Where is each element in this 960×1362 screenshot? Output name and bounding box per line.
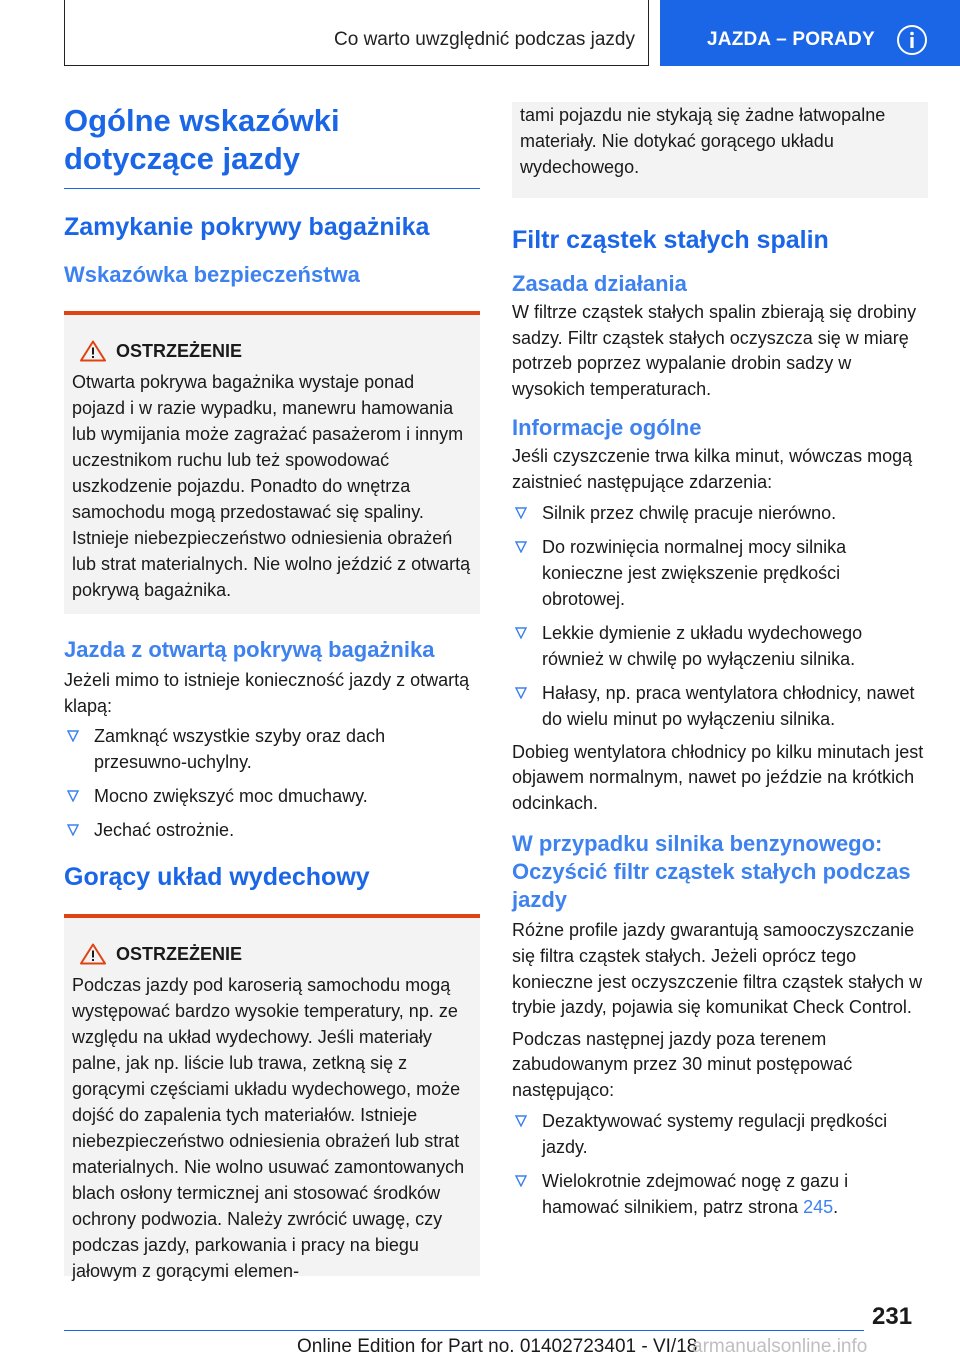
header-chapter-tab[interactable] (660, 0, 960, 66)
bullet-triangle-icon (515, 687, 527, 699)
list-item: Jechać ostrożnie. (64, 817, 480, 843)
warning-box-trunk (64, 311, 480, 614)
left-column (64, 102, 480, 1282)
trunk-heading: Zamykanie pokrywy bagażnika (64, 213, 430, 241)
list-item: Hałasy, np. praca wentylatora chłodnicy, nawet do wielu minut po wyłączeniu silnika. (512, 680, 928, 732)
list-item: Do rozwinięcia normalnej mocy silnika konieczne jest zwiększenie prędkości obrotowej. (512, 534, 928, 612)
list-item: Lekkie dymienie z układu wydechowego również w chwilę po wyłączeniu silnika. (512, 620, 928, 672)
general-heading: Informacje ogólne (512, 415, 702, 441)
warning-triangle-icon (80, 943, 106, 965)
info-icon[interactable] (896, 24, 928, 56)
general-after: Dobieg wentylatora chłodnicy po kilku minutach jest objawem normalnym, nawet po jeździe na krótkich odcinkach. (512, 741, 924, 813)
safety-heading: Wskazówka bezpieczeństwa (64, 262, 360, 287)
exhaust-heading: Gorący układ wydechowy (64, 863, 370, 892)
bullet-triangle-icon (67, 730, 79, 742)
list-item: Mocno zwiększyć moc dmuchawy. (64, 783, 480, 809)
petrol-heading: W przypadku silnika benzynowego: Oczyścić filtr cząstek stałych podczas jazdy (512, 831, 911, 913)
warning-box-exhaust-continued (512, 102, 928, 198)
warning-label: OSTRZEŻENIE (116, 340, 243, 361)
list-item: Wielokrotnie zdejmować nogę z gazu i hamować silnikiem, patrz strona 245. (512, 1168, 928, 1220)
warning-title (72, 339, 472, 363)
open-trunk-list (64, 723, 480, 843)
warning-box-exhaust (64, 914, 480, 1282)
principle-heading: Zasada działania (512, 271, 687, 296)
open-trunk-heading: Jazda z otwartą pokrywą bagażnika (64, 637, 435, 662)
bullet-triangle-icon (515, 507, 527, 519)
bullet-triangle-icon (67, 790, 79, 802)
filter-heading: Filtr cząstek stałych spalin (512, 226, 829, 254)
petrol-list (512, 1108, 928, 1220)
warning-text: Otwarta pokrywa bagażnika wystaje ponad pojazd i w razie wypadku, manewru hamowania lub wymijania może zagrażać pasażerom i innym uczestnikom ruchu lub też spowodować uszkodzenie pojazdu. Ponadto do wnętrza samochodu mogą przedostawać się spaliny. Istnieje niebezpieczeństwo odniesienia obrażeń lub strat materialnych. Nie wolno jeździć z otwartą pokrywą bagażnika. (72, 372, 471, 600)
general-intro: Jeśli czyszczenie trwa kilka minut, wówczas mogą zaistnieć następujące zdarzenia: (512, 446, 913, 492)
bullet-triangle-icon (515, 1175, 527, 1187)
footer-edition: Online Edition for Part no. 01402723401 - VI/18 (297, 1336, 698, 1357)
bullet-triangle-icon (515, 541, 527, 553)
page-title: Ogólne wskazówki dotyczące jazdy (64, 102, 480, 189)
petrol-text-1: Różne profile jazdy gwarantują samooczyszczanie się filtra cząstek stałych. Jeżeli oprócz tego konieczne jest oczyszczenie filtra cząstek stałych w trybie jazdy, pojawia się komunikat Check Control. (512, 920, 923, 1018)
warning-label: OSTRZEŻENIE (116, 943, 243, 964)
warning-triangle-icon (80, 340, 106, 362)
right-column (512, 102, 928, 1228)
warning-text: Podczas jazdy pod karoserią samochodu mogą występować bardzo wysokie temperatury, np. ze względu na układ wydechowy. Jeśli materiały palne, jak np. liście lub trawa, zetkną się z gorącymi częściami układu wydechowego, może dojść do zapalenia tych materiałów. Istnieje niebezpieczeństwo odniesienia obrażeń lub strat materialnych. Nie wolno usuwać zamontowanych blach osłony termicznej ani stosować środków ochrony podwozia. Należy zwrócić uwagę, czy podczas jazdy, parkowania i pracy na biegu jałowym z gorącymi elemen- (72, 975, 465, 1282)
principle-text: W filtrze cząstek stałych spalin zbierają się drobiny sadzy. Filtr cząstek stałych oczyszcza się w miarę potrzeb poprzez wypalanie drobin sadzy w wysokich temperaturach. (512, 302, 917, 399)
page-number: 231 (872, 1303, 913, 1330)
header-chapter-title: JAZDA – PORADY (707, 29, 875, 50)
general-list (512, 500, 928, 732)
bullet-triangle-icon (515, 627, 527, 639)
open-trunk-intro: Jeżeli mimo to istnieje konieczność jazdy z otwartą klapą: (64, 670, 470, 716)
page-reference-link[interactable]: 245 (803, 1196, 834, 1217)
list-item: Dezaktywować systemy regulacji prędkości jazdy. (512, 1108, 928, 1160)
bullet-triangle-icon (67, 824, 79, 836)
footer-watermark: armanualsonline.info (692, 1336, 868, 1357)
warning-title (72, 942, 472, 966)
list-item: Zamknąć wszystkie szyby oraz dach przesuwno-uchylny. (64, 723, 480, 775)
header-section-title: Co warto uwzględnić podczas jazdy (334, 29, 635, 50)
petrol-text-2: Podczas następnej jazdy poza terenem zabudowanym przez 30 minut postępować następująco: (512, 1028, 853, 1100)
list-item: Silnik przez chwilę pracuje nierówno. (512, 500, 928, 526)
bullet-triangle-icon (515, 1115, 527, 1127)
warning-text-continued: tami pojazdu nie stykają się żadne łatwopalne materiały. Nie dotykać gorącego układu wydechowego. (520, 105, 886, 177)
footer-divider (64, 1330, 864, 1331)
